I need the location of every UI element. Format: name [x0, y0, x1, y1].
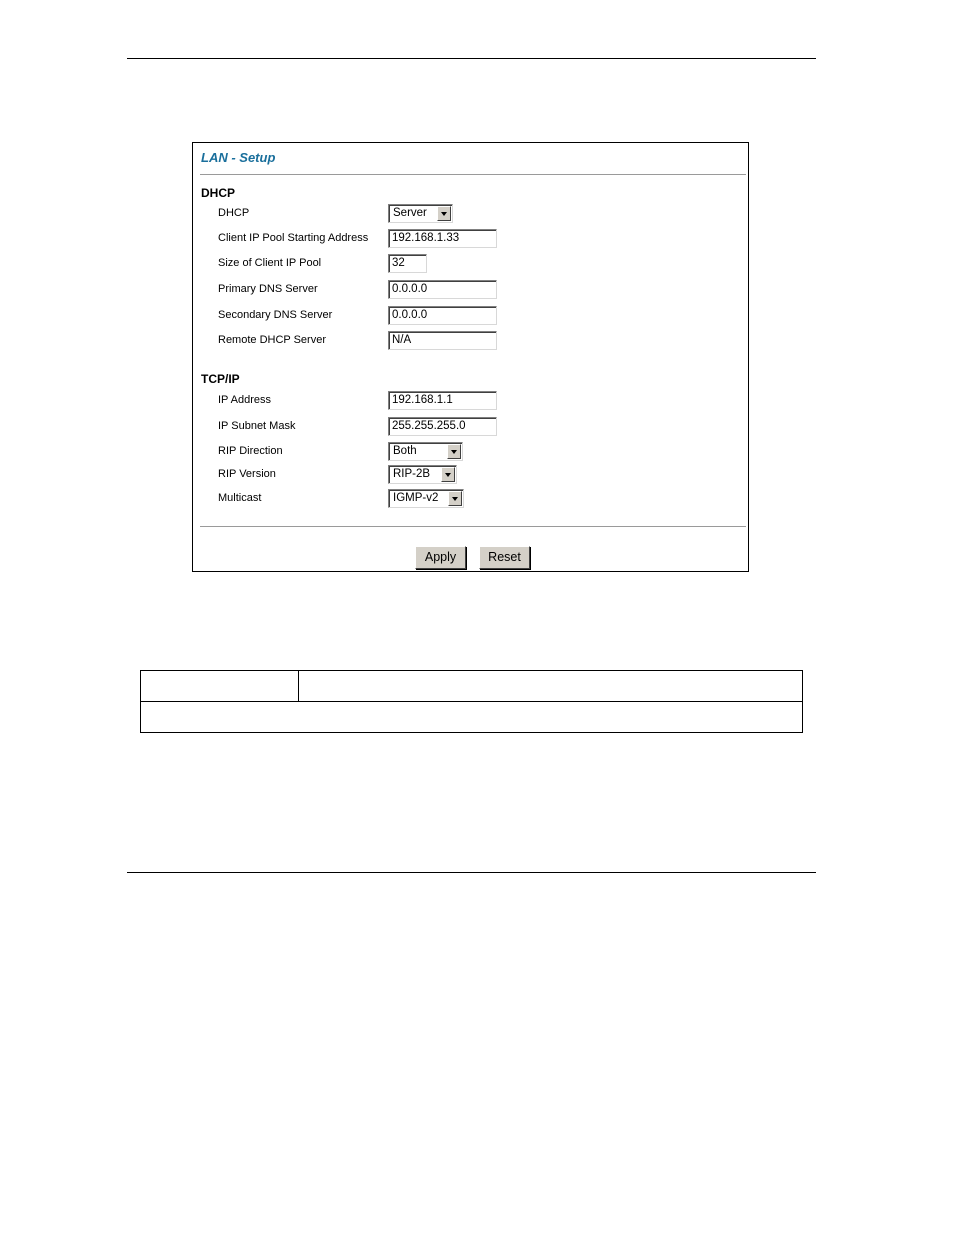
button-divider [200, 526, 746, 528]
ip-address-label: IP Address [218, 394, 271, 406]
rip-version-select[interactable] [388, 465, 457, 484]
secondary-dns-input[interactable]: 0.0.0.0 [388, 306, 497, 325]
panel-title: LAN - Setup [201, 150, 276, 165]
tcpip-section-heading: TCP/IP [201, 372, 240, 386]
pool-size-input[interactable]: 32 [388, 254, 427, 273]
secondary-dns-label: Secondary DNS Server [218, 309, 333, 321]
subnet-mask-label: IP Subnet Mask [218, 420, 296, 432]
rip-direction-label: RIP Direction [218, 445, 283, 457]
rip-direction-value: Both [393, 445, 417, 457]
chevron-down-icon[interactable] [448, 491, 462, 506]
description-table [140, 670, 803, 733]
pool-size-label: Size of Client IP Pool [218, 257, 322, 269]
dhcp-mode-select[interactable] [388, 204, 453, 223]
subnet-mask-input[interactable]: 255.255.255.0 [388, 417, 497, 436]
remote-dhcp-input[interactable]: N/A [388, 331, 497, 350]
pool-start-input[interactable]: 192.168.1.33 [388, 229, 497, 248]
rip-version-value: RIP-2B [393, 468, 431, 480]
table-row-divider [141, 701, 802, 702]
ip-address-input[interactable]: 192.168.1.1 [388, 391, 497, 410]
dhcp-mode-label: DHCP [218, 207, 250, 219]
remote-dhcp-label: Remote DHCP Server [218, 334, 326, 346]
table-column-divider [298, 671, 299, 702]
dhcp-section-heading: DHCP [201, 186, 236, 200]
title-divider [200, 174, 746, 176]
dhcp-mode-value: Server [393, 207, 427, 219]
apply-button[interactable]: Apply [415, 546, 466, 569]
multicast-value: IGMP-v2 [393, 492, 439, 504]
chevron-down-icon[interactable] [447, 444, 461, 459]
rip-direction-select[interactable] [388, 442, 463, 461]
primary-dns-label: Primary DNS Server [218, 283, 318, 295]
multicast-select[interactable] [388, 489, 464, 508]
header-rule [127, 58, 816, 59]
multicast-label: Multicast [218, 492, 262, 504]
chevron-down-icon[interactable] [441, 467, 455, 482]
pool-start-label: Client IP Pool Starting Address [218, 232, 369, 244]
chevron-down-icon[interactable] [437, 206, 451, 221]
primary-dns-input[interactable]: 0.0.0.0 [388, 280, 497, 299]
lan-setup-panel [192, 142, 749, 572]
footer-rule [127, 872, 816, 873]
rip-version-label: RIP Version [218, 468, 276, 480]
reset-button[interactable]: Reset [479, 546, 530, 569]
